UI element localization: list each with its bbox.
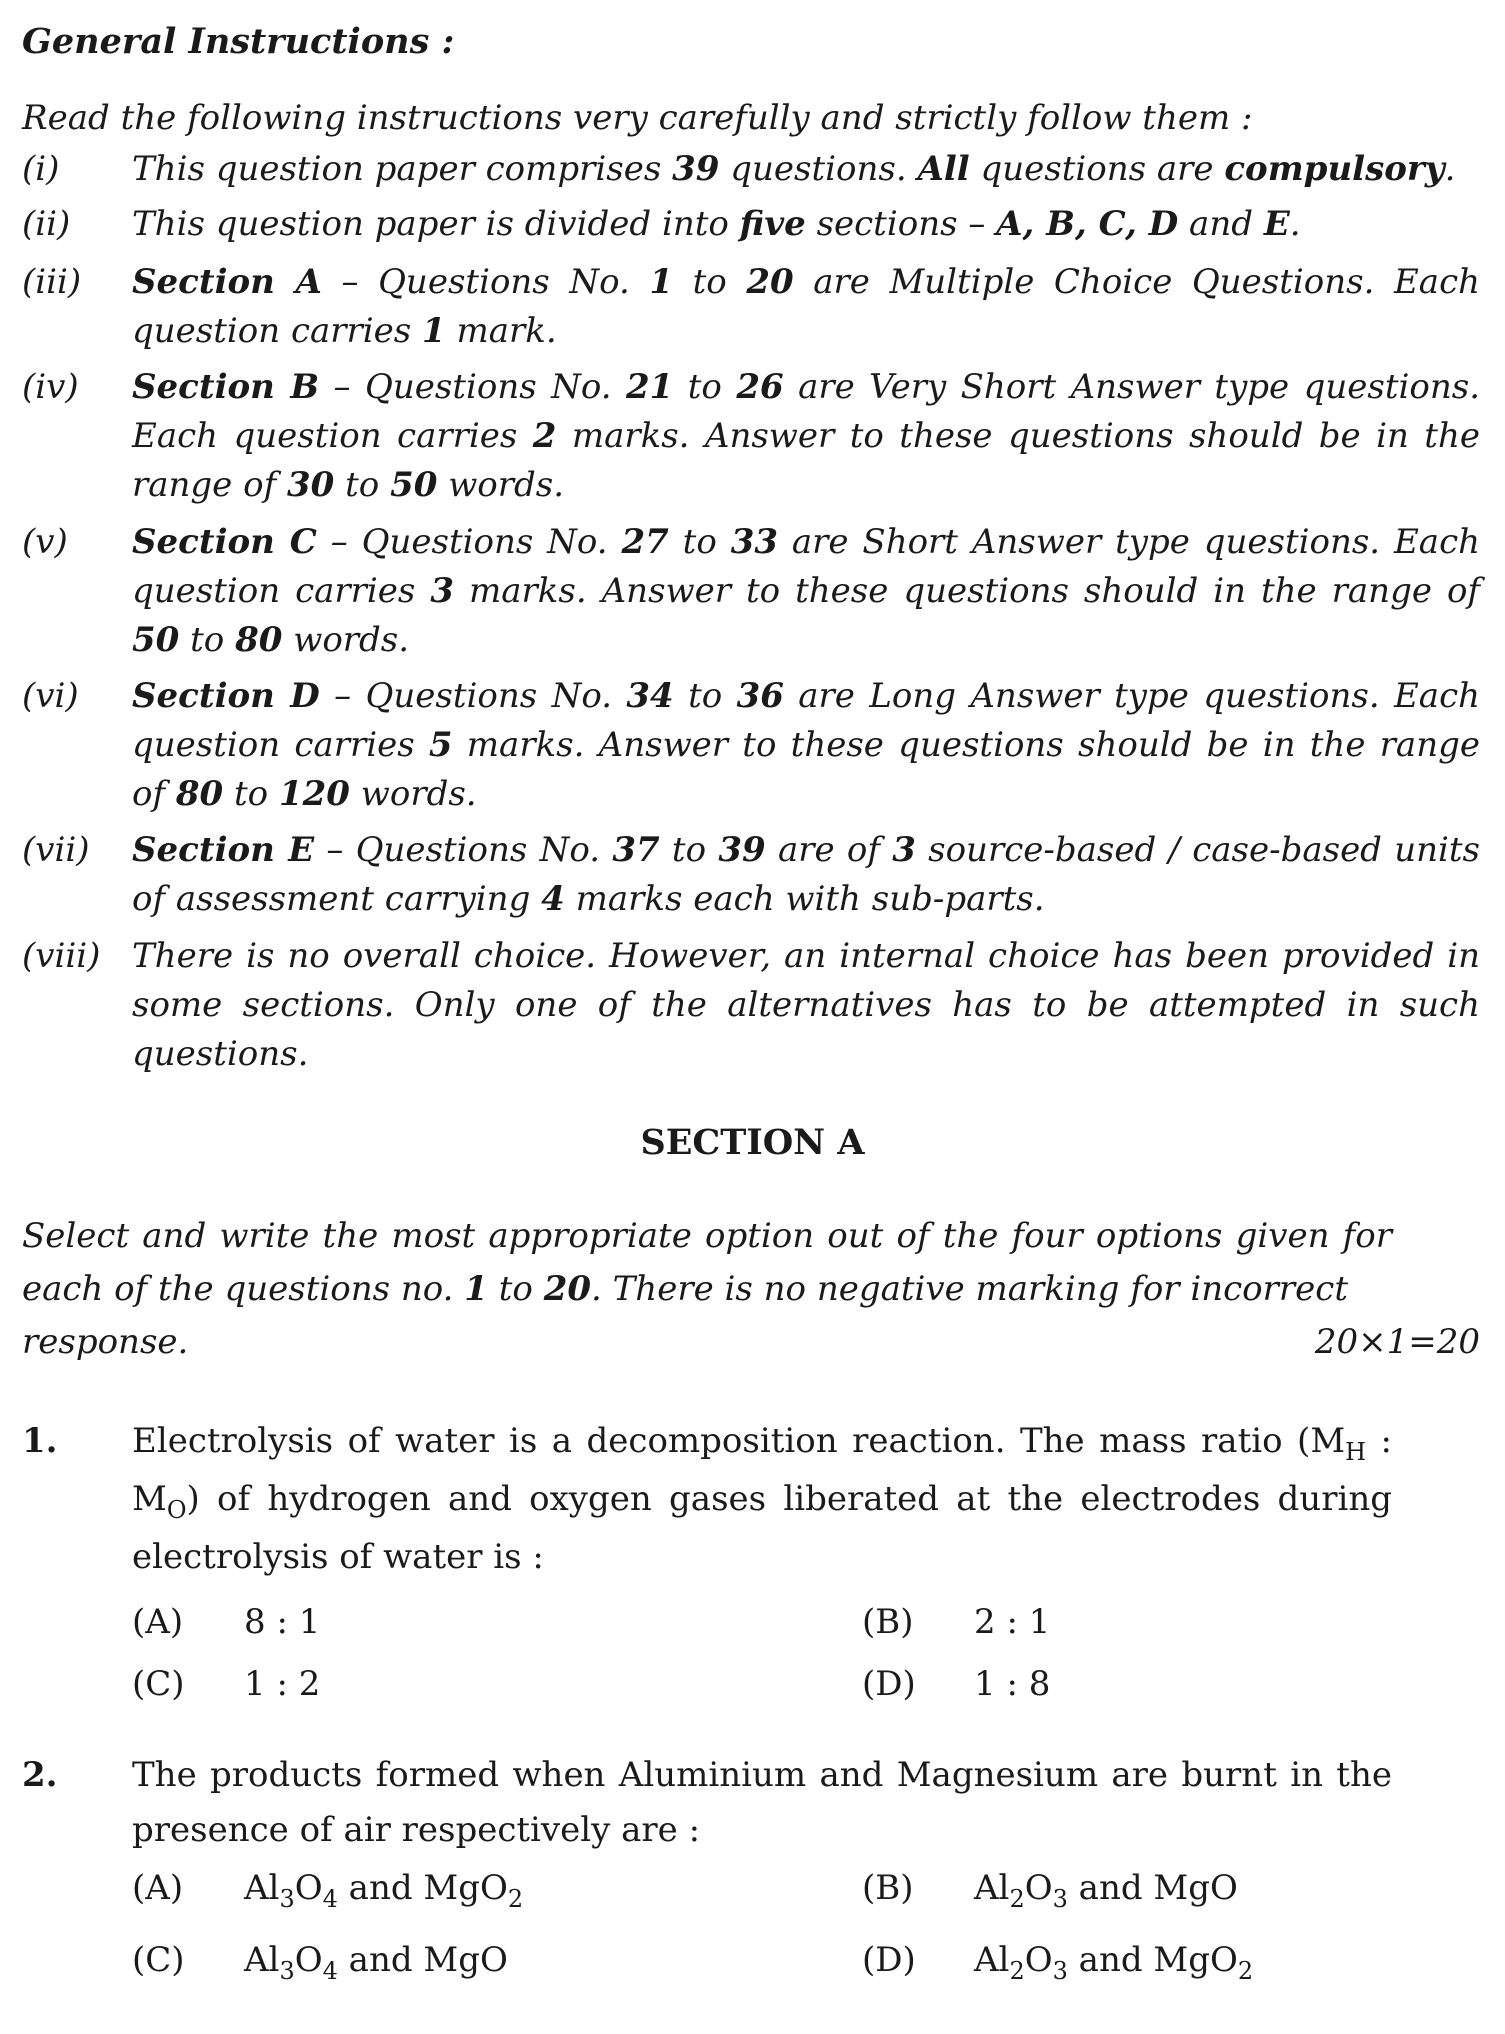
section-title: SECTION A [640,1122,865,1163]
option-a[interactable]: (A) 8 : 1 [132,1602,321,1642]
question-text: Electrolysis of water is a decomposition reaction. The mass ratio ($M_H$ : $M_O$) of hydrogen and oxygen gases liberated at the electrodes during electrolysis of water is : [132,1421,1393,1577]
instruction-item: (i) This question paper comprises 39 questions. All questions are compulsory. [22,145,1480,194]
instruction-number: (viii) [22,936,101,976]
instruction-item: (ii) This question paper is divided into five sections – A, B, C, D and E. [22,200,1480,249]
instruction-number: (vii) [22,830,90,870]
question-text: The products formed when Aluminium and Magnesium are burnt in the presence of air respectively are : [132,1755,1392,1850]
instruction-item: (vii) Section E – Questions No. 37 to 39 are of 3 source-based / case-based units of assessment carrying 4 marks each with sub-parts. [22,826,1480,924]
option-c[interactable]: (C) $Al_3O_4$ and MgO [132,1940,508,1985]
option-b[interactable]: (B) 2 : 1 [862,1602,1051,1642]
instruction-number: (i) [22,149,60,189]
option-a[interactable]: (A) $Al_3O_4$ and MgO$_2$ [132,1868,524,1913]
instruction-number: (iii) [22,262,82,302]
section-marks: 20×1=20 [1314,1322,1480,1362]
instruction-item: (iii) Section A – Questions No. 1 to 20 are Multiple Choice Questions. Each question carries 1 mark. [22,258,1480,356]
instruction-item: (vi) Section D – Questions No. 34 to 36 are Long Answer type questions. Each question carries 5 marks. Answer to these questions should be in the range of 80 to 120 words. [22,672,1480,819]
general-instructions-intro: Read the following instructions very carefully and strictly follow them : [22,98,1253,138]
question-2 [22,1748,1392,1858]
general-instructions-title: General Instructions : [22,21,455,62]
instruction-number: (vi) [22,676,79,716]
instruction-item: (v) Section C – Questions No. 27 to 33 are Short Answer type questions. Each question carries 3 marks. Answer to these questions should in the range of 50 to 80 words. [22,518,1480,665]
instruction-item: (viii) There is no overall choice. However, an internal choice has been provided in some sections. Only one of the alternatives has to be attempted in such questions. [22,932,1480,1079]
option-d[interactable]: (D) 1 : 8 [862,1664,1051,1704]
section-instructions: Select and write the most appropriate option out of the four options given for each of the questions no. 1 to 20. There is no negative marking for incorrect [22,1216,1392,1309]
instruction-number: (ii) [22,204,71,244]
question-number: 1. [22,1421,58,1461]
question-number: 2. [22,1755,58,1795]
option-d[interactable]: (D) $Al_2O_3$ and MgO$_2$ [862,1940,1254,1985]
instruction-number: (iv) [22,367,79,407]
section-instructions-last-line: response. 20×1=20 [22,1316,1480,1369]
question-1 [22,1412,1392,1586]
option-c[interactable]: (C) 1 : 2 [132,1664,321,1704]
instruction-number: (v) [22,522,68,562]
instruction-item: (iv) Section B – Questions No. 21 to 26 are Very Short Answer type questions. Each question carries 2 marks. Answer to these questions should be in the range of 30 to 50 words. [22,363,1480,510]
option-b[interactable]: (B) $Al_2O_3$ and MgO [862,1868,1238,1913]
